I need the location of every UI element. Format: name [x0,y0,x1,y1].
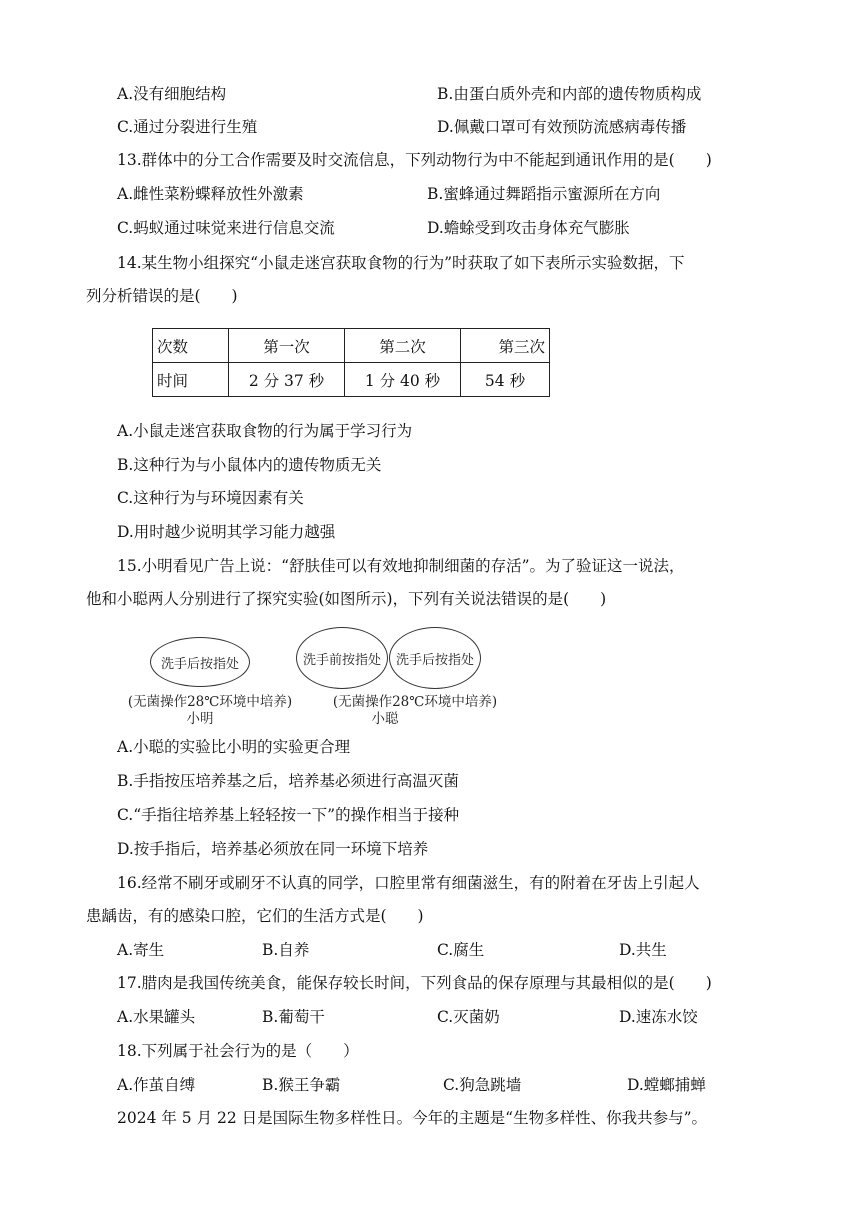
q16-stem-line1: 16.经常不刷牙或刷牙不认真的同学，口腔里常有细菌滋生，有的附着在牙齿上引起人 [117,874,700,892]
q12-option-c: C.通过分裂进行生殖 [117,118,258,136]
q15-option-c: C.“手指往培养基上轻轻按一下”的操作相当于接种 [117,806,460,824]
q16-stem-line2: 患龋齿，有的感染口腔，它们的生活方式是( ) [86,907,424,925]
q13-option-c: C.蚂蚁通过味觉来进行信息交流 [117,219,335,237]
table-cell: 1 分 40 秒 [345,363,461,397]
q13-option-b: B.蜜蜂通过舞蹈指示蜜源所在方向 [427,185,661,203]
xiaoming-condition-note: (无菌操作28℃环境中培养) [127,694,293,710]
q17-stem: 17.腊肉是我国传统美食，能保存较长时间，下列食品的保存原理与其最相似的是( ) [117,974,712,992]
q12-option-a: A.没有细胞结构 [117,85,227,103]
q18-option-a: A.作茧自缚 [117,1076,196,1094]
q16-option-a: A.寄生 [117,941,165,959]
q18-stem: 18.下列属于社会行为的是（ ） [117,1042,359,1060]
q14-option-d: D.用时越少说明其学习能力越强 [117,523,336,541]
xiaocong-condition-note: (无菌操作28℃环境中培养) [332,694,498,710]
dish-label: 洗手前按指处 [302,652,381,668]
xiaoming-name: 小明 [186,711,214,727]
petri-dish-xiaoming [150,637,250,687]
q13-stem: 13.群体中的分工合作需要及时交流信息，下列动物行为中不能起到通讯作用的是( ) [117,151,712,169]
q14-data-table [152,328,550,397]
q17-option-b: B.葡萄干 [262,1008,325,1026]
q14-option-c: C.这种行为与环境因素有关 [117,489,304,507]
petri-dish-xiaocong-before [296,627,388,689]
q18-option-c: C.狗急跳墙 [443,1076,522,1094]
q17-option-c: C.灭菌奶 [437,1008,500,1026]
table-cell: 次数 [153,329,229,363]
q12-option-b: B.由蛋白质外壳和内部的遗传物质构成 [437,85,702,103]
passage-line1: 2024 年 5 月 22 日是国际生物多样性日。今年的主题是“生物多样性、你我共参与”。 [117,1109,708,1127]
table-cell: 54 秒 [461,363,550,397]
q16-option-d: D.共生 [619,941,667,959]
table-header-row [153,329,550,363]
q15-option-d: D.按手指后，培养基必须放在同一环境下培养 [117,840,429,858]
q13-option-a: A.雌性菜粉蝶释放性外激素 [117,185,304,203]
petri-dish-xiaocong-after [389,627,481,689]
table-cell: 第二次 [345,329,461,363]
q15-stem-line1: 15.小明看见广告上说：“舒肤佳可以有效地抑制细菌的存活”。为了验证这一说法， [117,557,685,575]
q14-stem-line2: 列分析错误的是( ) [86,287,238,305]
table-cell: 第三次 [461,329,550,363]
q14-stem-line1: 14.某生物小组探究“小鼠走迷宫获取食物的行为”时获取了如下表所示实验数据，下 [117,254,685,272]
xiaocong-name: 小聪 [371,711,399,727]
q13-option-d: D.蟾蜍受到攻击身体充气膨胀 [427,219,630,237]
q15-option-b: B.手指按压培养基之后，培养基必须进行高温灭菌 [117,772,459,790]
q17-option-d: D.速冻水饺 [619,1008,698,1026]
q17-option-a: A.水果罐头 [117,1008,196,1026]
q16-option-c: C.腐生 [437,941,485,959]
q12-option-d: D.佩戴口罩可有效预防流感病毒传播 [437,118,687,136]
q14-option-a: A.小鼠走迷宫获取食物的行为属于学习行为 [117,422,413,440]
q15-option-a: A.小聪的实验比小明的实验更合理 [117,738,351,756]
table-cell: 时间 [153,363,229,397]
q14-option-b: B.这种行为与小鼠体内的遗传物质无关 [117,456,382,474]
table-cell: 2 分 37 秒 [229,363,345,397]
table-cell: 第一次 [229,329,345,363]
q18-option-b: B.猴王争霸 [262,1076,341,1094]
q15-stem-line2: 他和小聪两人分别进行了探究实验(如图所示)，下列有关说法错误的是( ) [86,590,607,608]
q18-option-d: D.螳螂捕蝉 [627,1076,706,1094]
dish-label: 洗手后按指处 [395,652,474,668]
q16-option-b: B.自养 [262,941,310,959]
dish-label: 洗手后按指处 [160,656,239,672]
table-row [153,363,550,397]
